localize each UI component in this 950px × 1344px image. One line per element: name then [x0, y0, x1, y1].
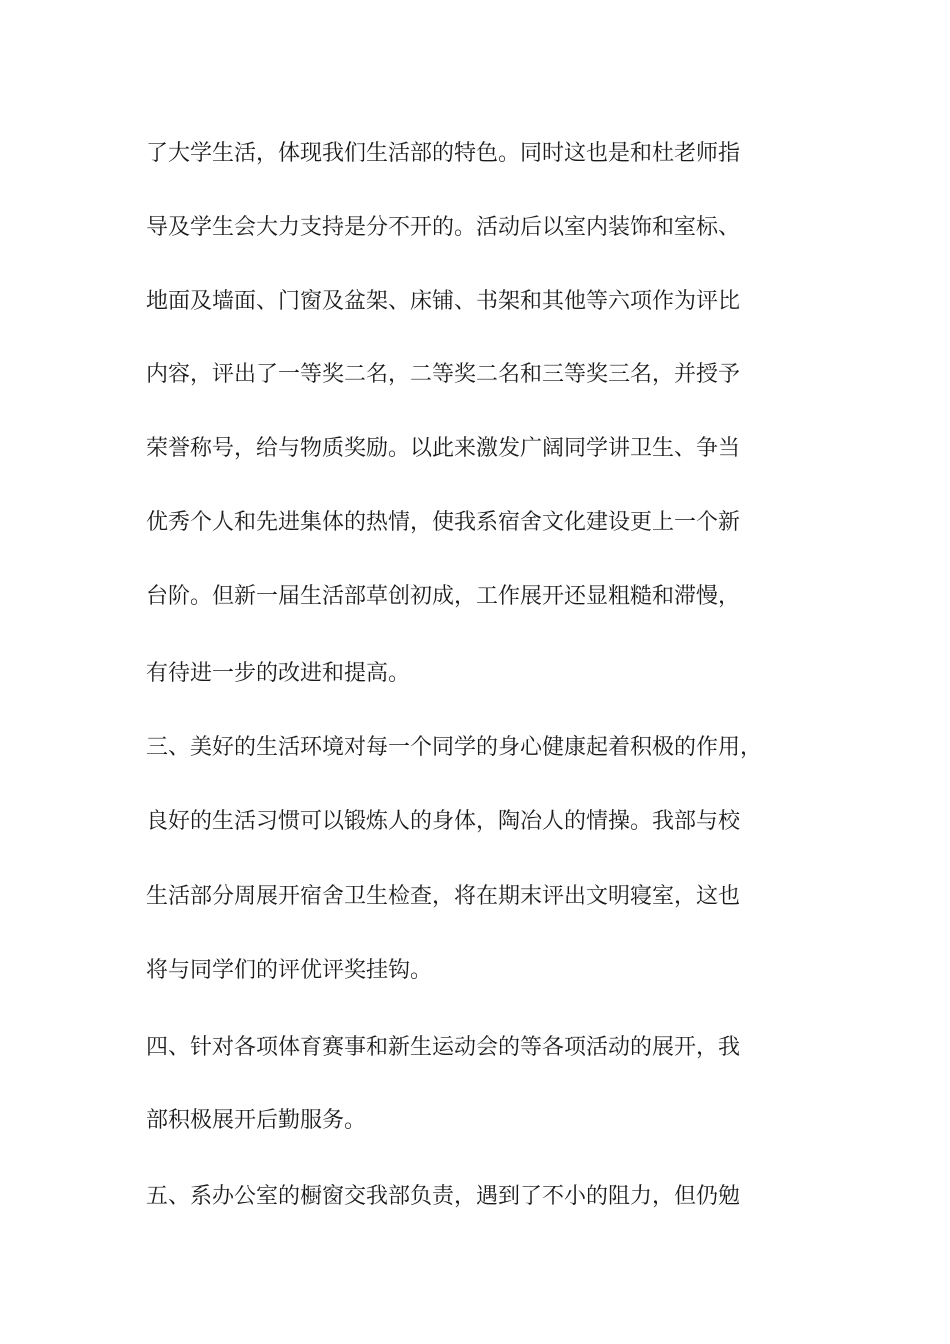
text-line: 将与同学们的评优评奖挂钩。 [146, 958, 433, 983]
text-line: 优秀个人和先进集体的热情，使我系宿舍文化建设更上一个新 [146, 510, 741, 535]
text-line: 有待进一步的改进和提高。 [146, 661, 411, 686]
text-line: 三、美好的生活环境对每一个同学的身心健康起着积极的作用， [146, 735, 763, 760]
text-line: 台阶。但新一届生活部草创初成，工作展开还显粗糙和滞慢， [146, 584, 741, 609]
text-line: 内容，评出了一等奖二名，二等奖二名和三等奖三名，并授予 [146, 362, 741, 387]
text-line: 生活部分周展开宿舍卫生检查，将在期末评出文明寝室，这也 [146, 884, 741, 909]
text-line: 导及学生会大力支持是分不开的。活动后以室内装饰和室标、 [146, 215, 741, 240]
text-line: 四、针对各项体育赛事和新生运动会的等各项活动的展开，我 [146, 1035, 741, 1060]
text-line: 五、系办公室的橱窗交我部负责，遇到了不小的阻力，但仍勉 [146, 1184, 741, 1209]
text-line: 良好的生活习惯可以锻炼人的身体，陶冶人的情操。我部与校 [146, 809, 741, 834]
text-line: 了大学生活，体现我们生活部的特色。同时这也是和杜老师指 [146, 141, 741, 166]
text-line: 荣誉称号，给与物质奖励。以此来激发广阔同学讲卫生、争当 [146, 436, 741, 461]
text-line: 部积极展开后勤服务。 [146, 1108, 367, 1133]
text-line: 地面及墙面、门窗及盆架、床铺、书架和其他等六项作为评比 [146, 289, 741, 314]
